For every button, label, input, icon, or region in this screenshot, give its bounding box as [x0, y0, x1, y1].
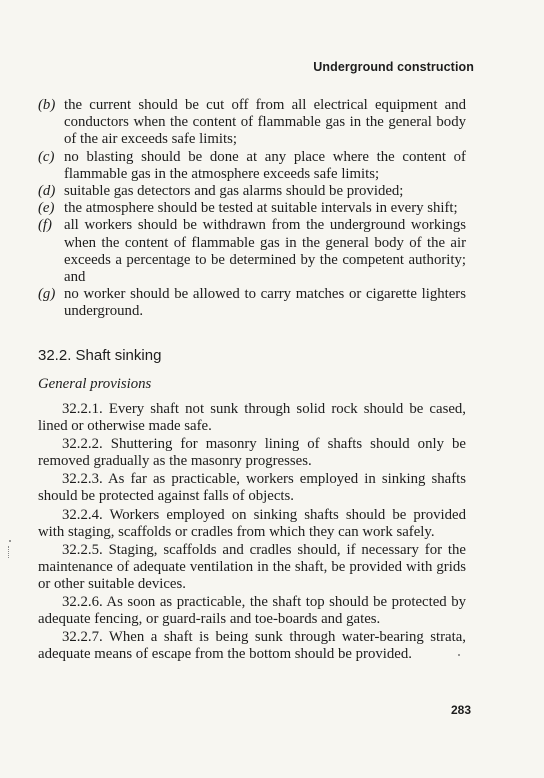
list-item — [38, 286, 466, 320]
hazard-list — [38, 97, 466, 321]
list-item-label: (d) — [38, 183, 56, 200]
paragraph: 32.2.2. Shuttering for masonry lining of shafts should only be removed gradually as the masonry progresses. — [38, 436, 466, 470]
list-item-label: (g) — [38, 286, 56, 303]
list-item-label: (e) — [38, 200, 55, 217]
page-number: 283 — [450, 703, 471, 717]
list-item — [38, 217, 466, 286]
list-item-label: (f) — [38, 217, 52, 234]
list-item-text: suitable gas detectors and gas alarms should be provided; — [64, 183, 404, 200]
section-title: 32.2. Shaft sinking — [38, 347, 162, 364]
list-item-label: (b) — [38, 97, 56, 113]
list-item — [38, 200, 466, 217]
list-item — [38, 183, 466, 200]
scan-speck — [8, 546, 11, 558]
paragraph: 32.2.3. As far as practicable, workers employed in sinking shafts should be protected against falls of objects. — [38, 471, 466, 505]
list-item-text: no worker should be allowed to carry matches or cigarette lighters underground. — [64, 286, 466, 320]
section-subheading: General provisions — [38, 376, 152, 392]
list-item-text: the current should be cut off from all electrical equipment and conductors when the content of flammable gas in the general body of the air exceeds safe limits; — [64, 97, 466, 148]
list-item-text: all workers should be withdrawn from the underground workings when the content of flammable gas in the general body of the air exceeds a percentage to be determined by the competent authority; and — [64, 217, 466, 286]
paragraph: 32.2.4. Workers employed on sinking shafts should be provided with staging, scaffolds or cradles from which they can work safely. — [38, 506, 466, 540]
section-body — [38, 401, 466, 664]
paragraph: 32.2.7. When a shaft is being sunk through water-bearing strata, adequate means of escape from the bottom should be provided. — [38, 629, 466, 663]
running-header: Underground construction — [313, 60, 474, 74]
paragraph: 32.2.6. As soon as practicable, the shaft top should be protected by adequate fencing, or guard-rails and toe-boards and gates. — [38, 594, 466, 628]
list-item-text: no blasting should be done at any place where the content of flammable gas in the atmosphere exceeds safe limits; — [64, 148, 466, 182]
scan-speck — [458, 654, 460, 656]
list-item-text: the atmosphere should be tested at suitable intervals in every shift; — [64, 200, 458, 217]
list-item — [38, 97, 466, 149]
list-item-label: (c) — [38, 148, 55, 165]
paragraph: 32.2.5. Staging, scaffolds and cradles should, if necessary for the maintenance of adequate ventilation in the shaft, be provided with grids or other suitable devices. — [38, 541, 466, 592]
scan-speck — [9, 540, 11, 542]
paragraph: 32.2.1. Every shaft not sunk through solid rock should be cased, lined or otherwise made safe. — [38, 401, 466, 435]
list-item — [38, 149, 466, 183]
